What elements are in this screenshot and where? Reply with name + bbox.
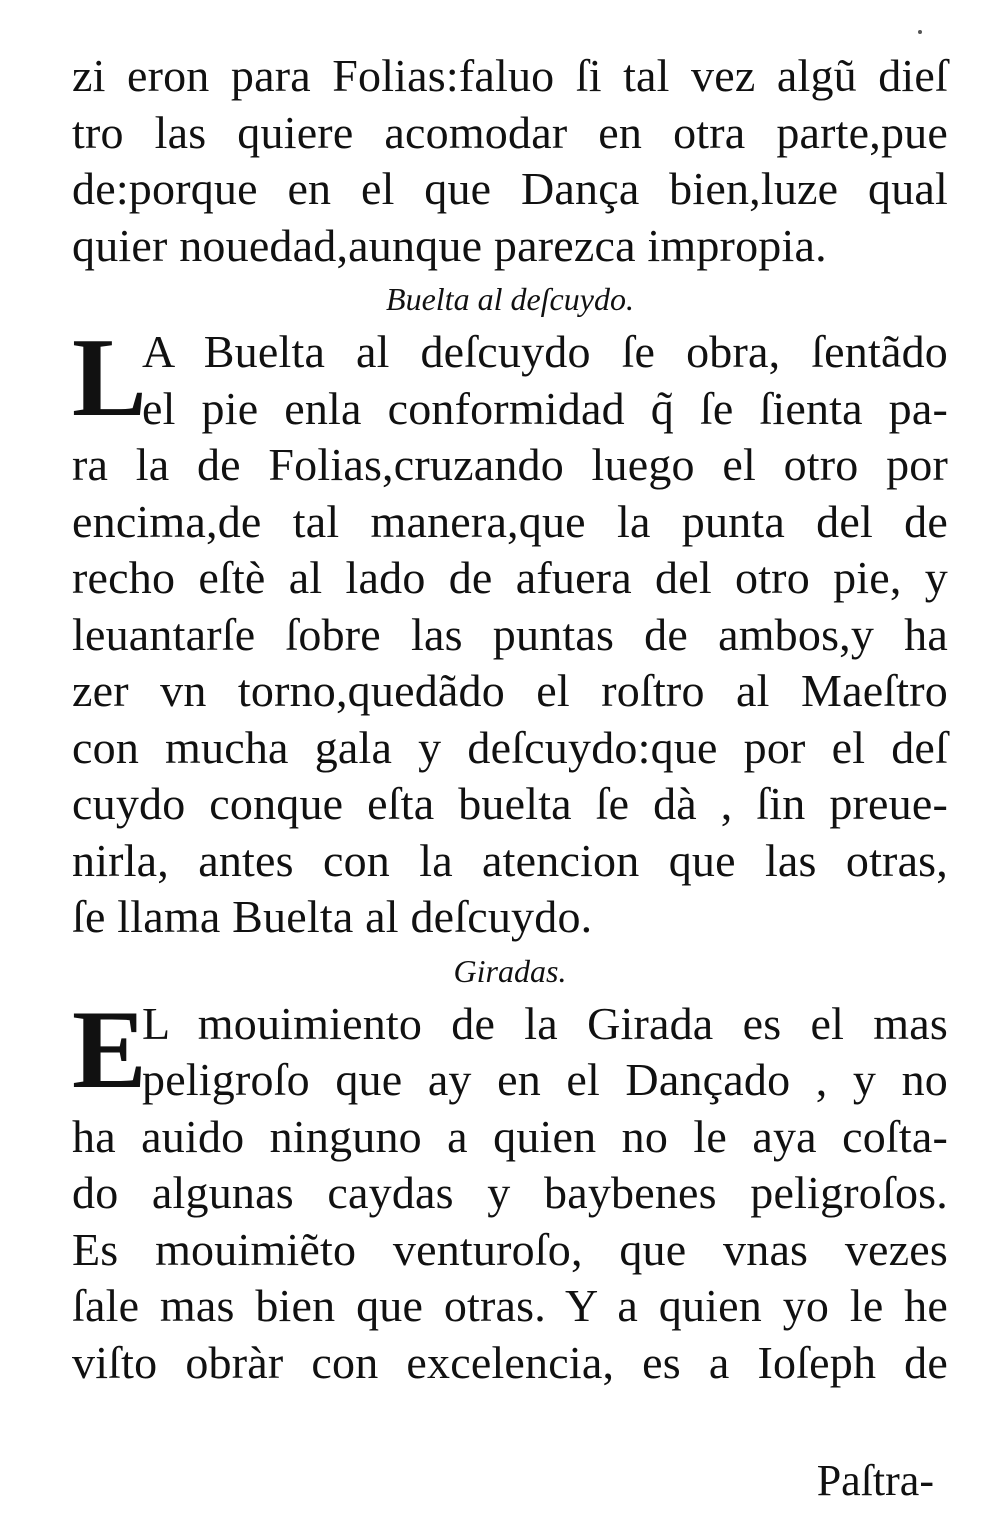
text-line: L mouimiento de la Girada es el mas (142, 997, 948, 1049)
section-giradas (72, 987, 948, 1392)
text-line: cuydo conque eſta buelta ſe dà , ſin preue- (72, 778, 948, 829)
text-line: con mucha gala y deſcuydo:que por el deſ (72, 721, 948, 773)
text-line: zi eron para Folias:faluo ſi tal vez algũ dieſ (72, 50, 948, 101)
text-line: Es mouimiẽto venturoſo, que vnas vezes (72, 1223, 948, 1275)
intro-paragraph (72, 48, 948, 274)
drop-cap: E (72, 987, 147, 1112)
text-line: do algunas caydas y baybenes peligroſos. (72, 1167, 948, 1218)
catchword: Paſtra- (816, 1456, 934, 1505)
text-line: recho eſtè al lado de afuera del otro pie, y (72, 552, 948, 603)
section-heading-buelta: Buelta al deſcuydo. (386, 281, 634, 317)
text-line: ſale mas bien que otras. Y a quien yo le he (72, 1280, 948, 1331)
section-buelta (72, 316, 948, 946)
text-line: A Buelta al deſcuydo ſe obra, ſentãdo (142, 326, 948, 377)
section-heading-giradas: Giradas. (453, 952, 567, 989)
text-line: viſto obràr con excelencia, es a Ioſeph de (72, 1336, 948, 1388)
text-block (72, 48, 948, 1391)
text-line: ha auido ninguno a quien no le aya coſta- (72, 1110, 948, 1162)
text-line: encima,de tal manera,que la punta del de (72, 495, 948, 547)
ink-speck (918, 30, 922, 34)
text-line: nirla, antes con la atencion que las otras, (72, 834, 948, 886)
text-line: leuantarſe ſobre las puntas de ambos,y ha (72, 608, 948, 660)
text-line: tro las quiere acomodar en otra parte,pue (72, 106, 948, 158)
drop-cap: L (72, 316, 147, 440)
text-line: peligroſo que ay en el Dançado , y no (142, 1054, 948, 1105)
text-line: de:porque en el que Dança bien,luze qual (72, 163, 948, 214)
text-line: ſe llama Buelta al deſcuydo. (72, 891, 593, 942)
text-line: quier nouedad,aunque parezca impropia. (72, 219, 827, 271)
text-line: ra la de Folias,cruzando luego el otro por (72, 439, 948, 490)
text-line: zer vn torno,quedãdo el roſtro al Maeſtro (72, 665, 948, 716)
text-line: el pie enla conformidad q̃ ſe ſienta pa- (142, 382, 948, 434)
